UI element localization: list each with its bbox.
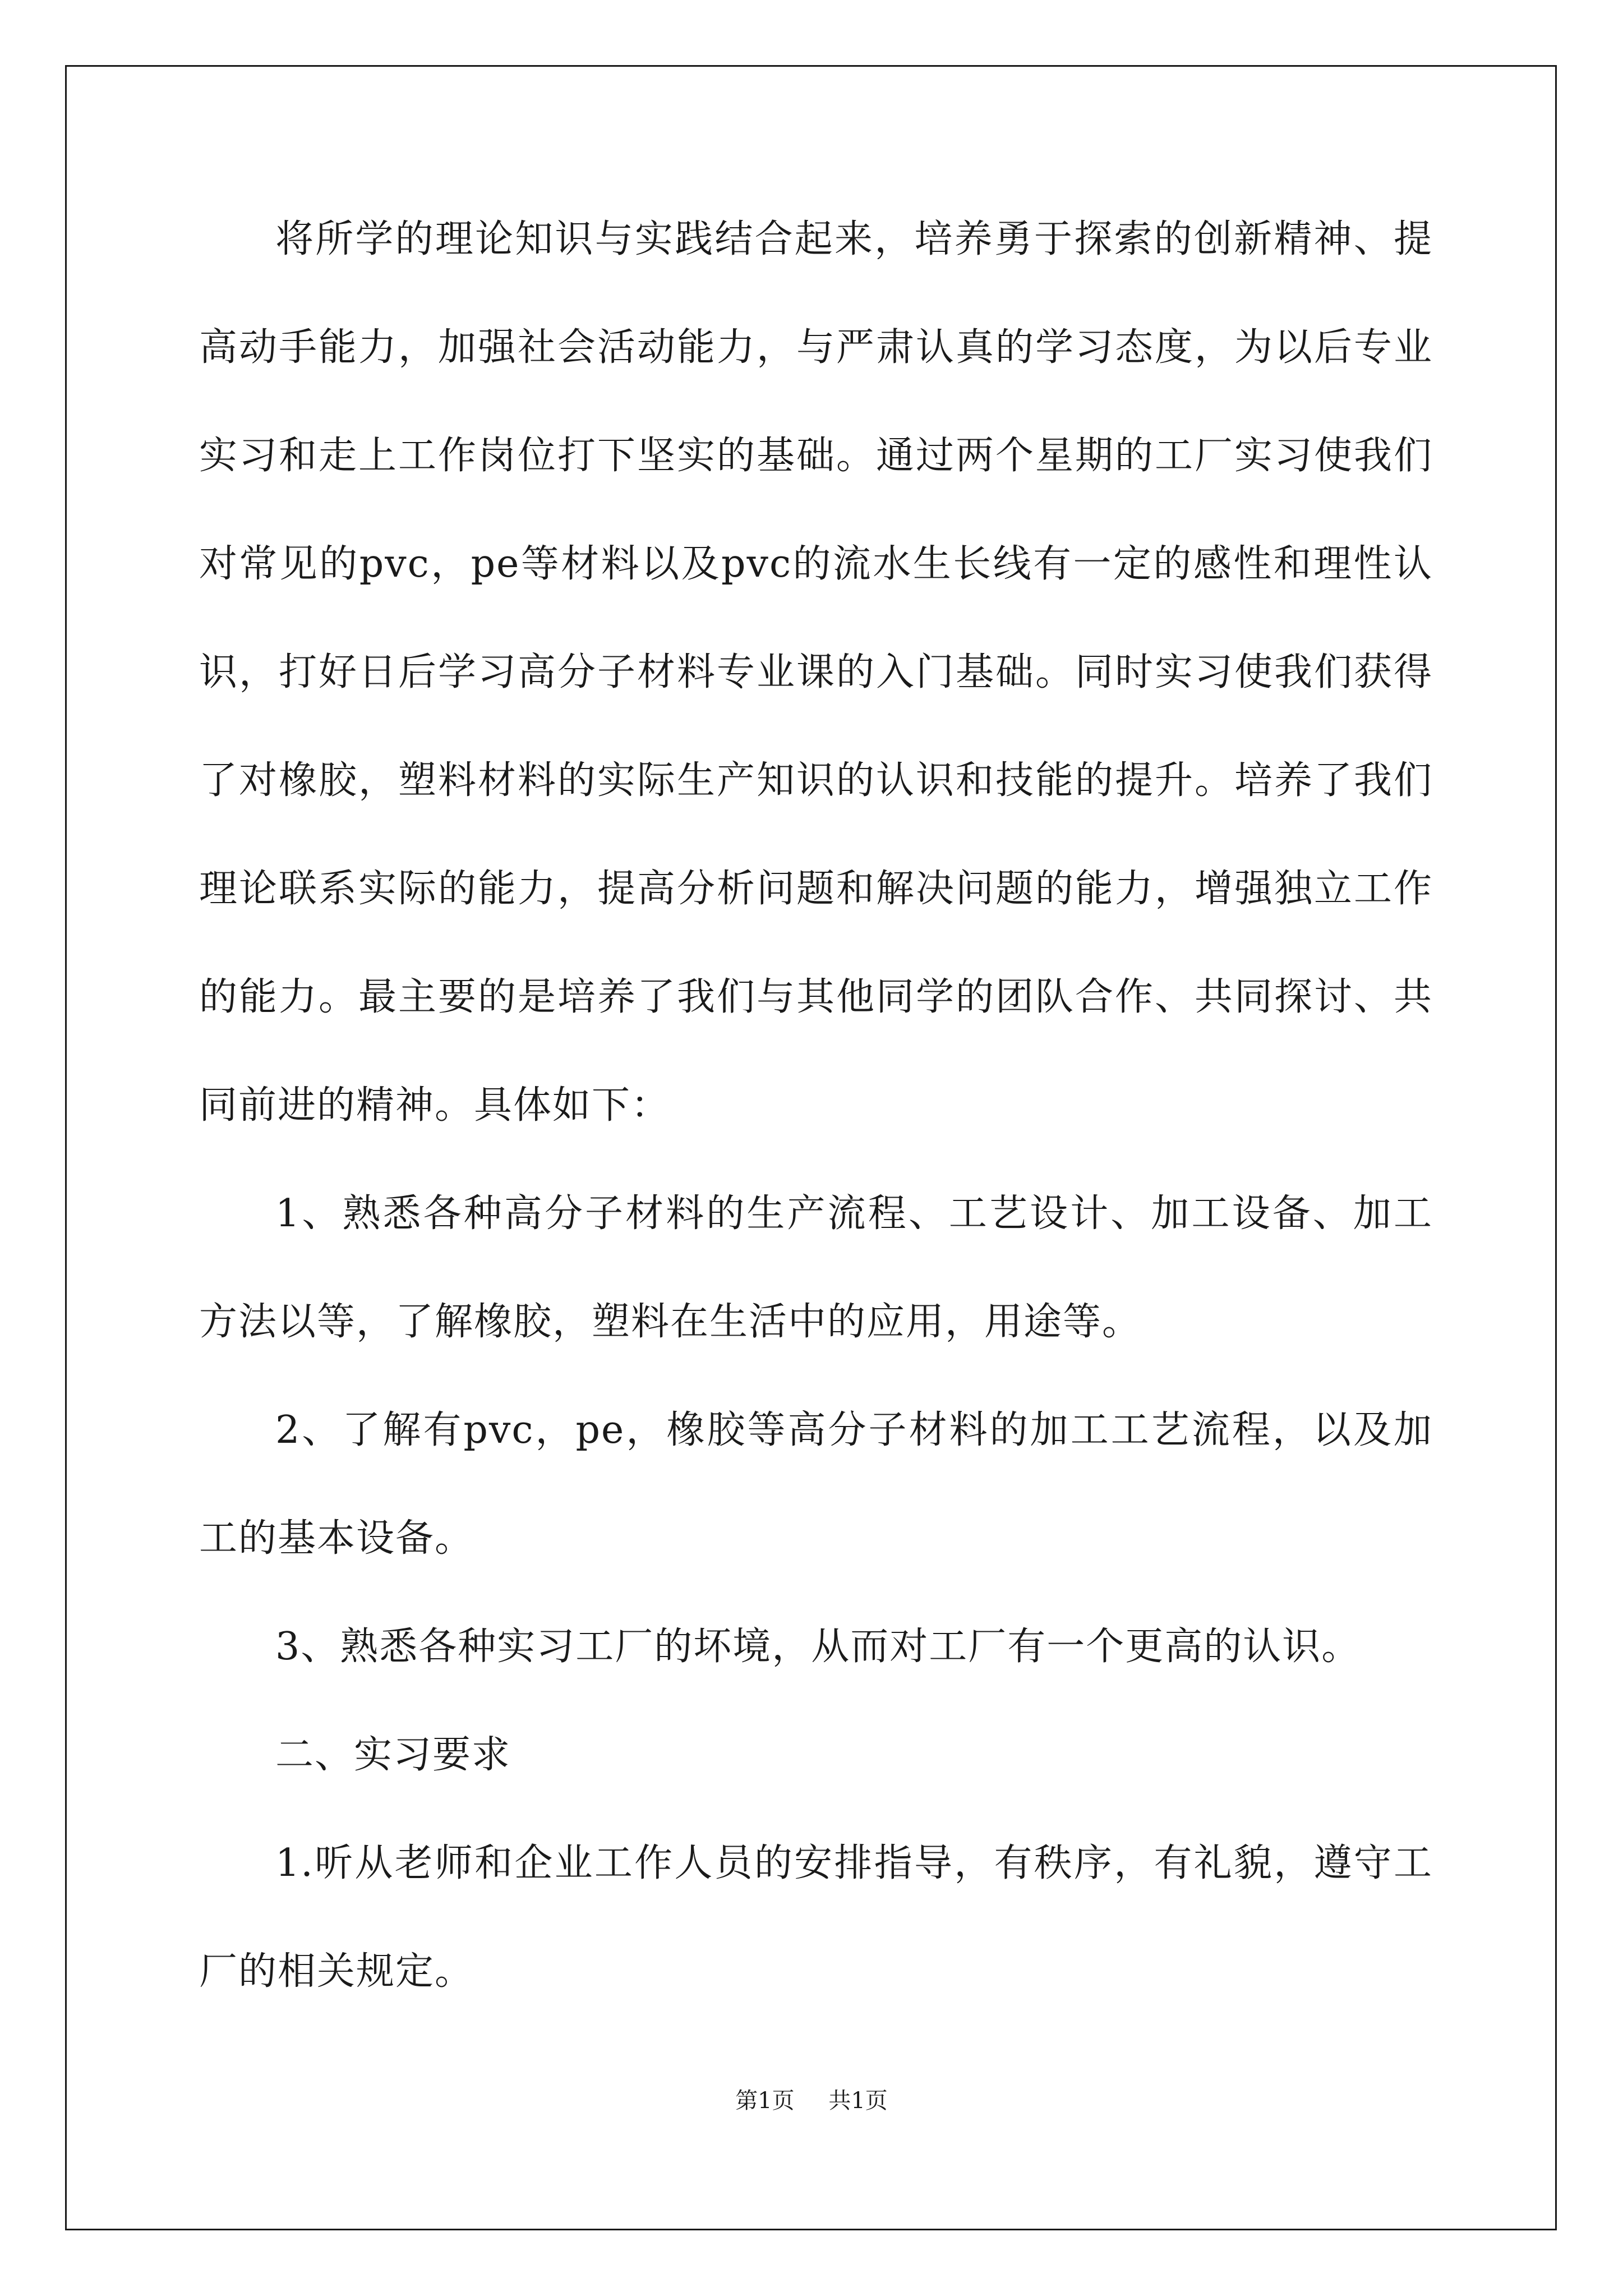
paragraph-item-3: 3、熟悉各种实习工厂的坏境，从而对工厂有一个更高的认识。 bbox=[275, 1625, 1361, 1669]
paragraph-requirement-1: 1.听从老师和企业工作人员的安排指导，有秩序，有礼貌，遵守工厂的相关规定。 bbox=[199, 1841, 1433, 1994]
page-number: 第1页 bbox=[735, 2088, 795, 2114]
paragraph-item-1: 1、熟悉各种高分子材料的生产流程、工艺设计、加工设备、加工方法以等，了解橡胶，塑料在生活中的应用，用途等。 bbox=[199, 1191, 1433, 1344]
paragraph-intro: 将所学的理论知识与实践结合起来，培养勇于探索的创新精神、提高动手能力，加强社会活动能力，与严肃认真的学习态度，为以后专业实习和走上工作岗位打下坚实的基础。通过两个星期的工厂实习使我们对常见的pvc，pe等材料以及pvc的流水生长线有一定的感性和理性认识，打好日后学习高分子材料专业课的入门基础。同时实习使我们获得了对橡胶，塑料材料的实际生产知识的认识和技能的提升。培养了我们理论联系实际的能力，提高分析问题和解决问题的能力，增强独立工作的能力。最主要的是培养了我们与其他同学的团队合作、共同探讨、共同前进的精神。具体如下： bbox=[199, 217, 1433, 1128]
document-body bbox=[199, 185, 1433, 2026]
section-heading: 二、实习要求 bbox=[275, 1733, 511, 1777]
page-total: 共1页 bbox=[828, 2088, 888, 2114]
paragraph-item-2: 2、了解有pvc，pe，橡胶等高分子材料的加工工艺流程，以及加工的基本设备。 bbox=[199, 1408, 1433, 1561]
page-footer bbox=[0, 2084, 1623, 2118]
